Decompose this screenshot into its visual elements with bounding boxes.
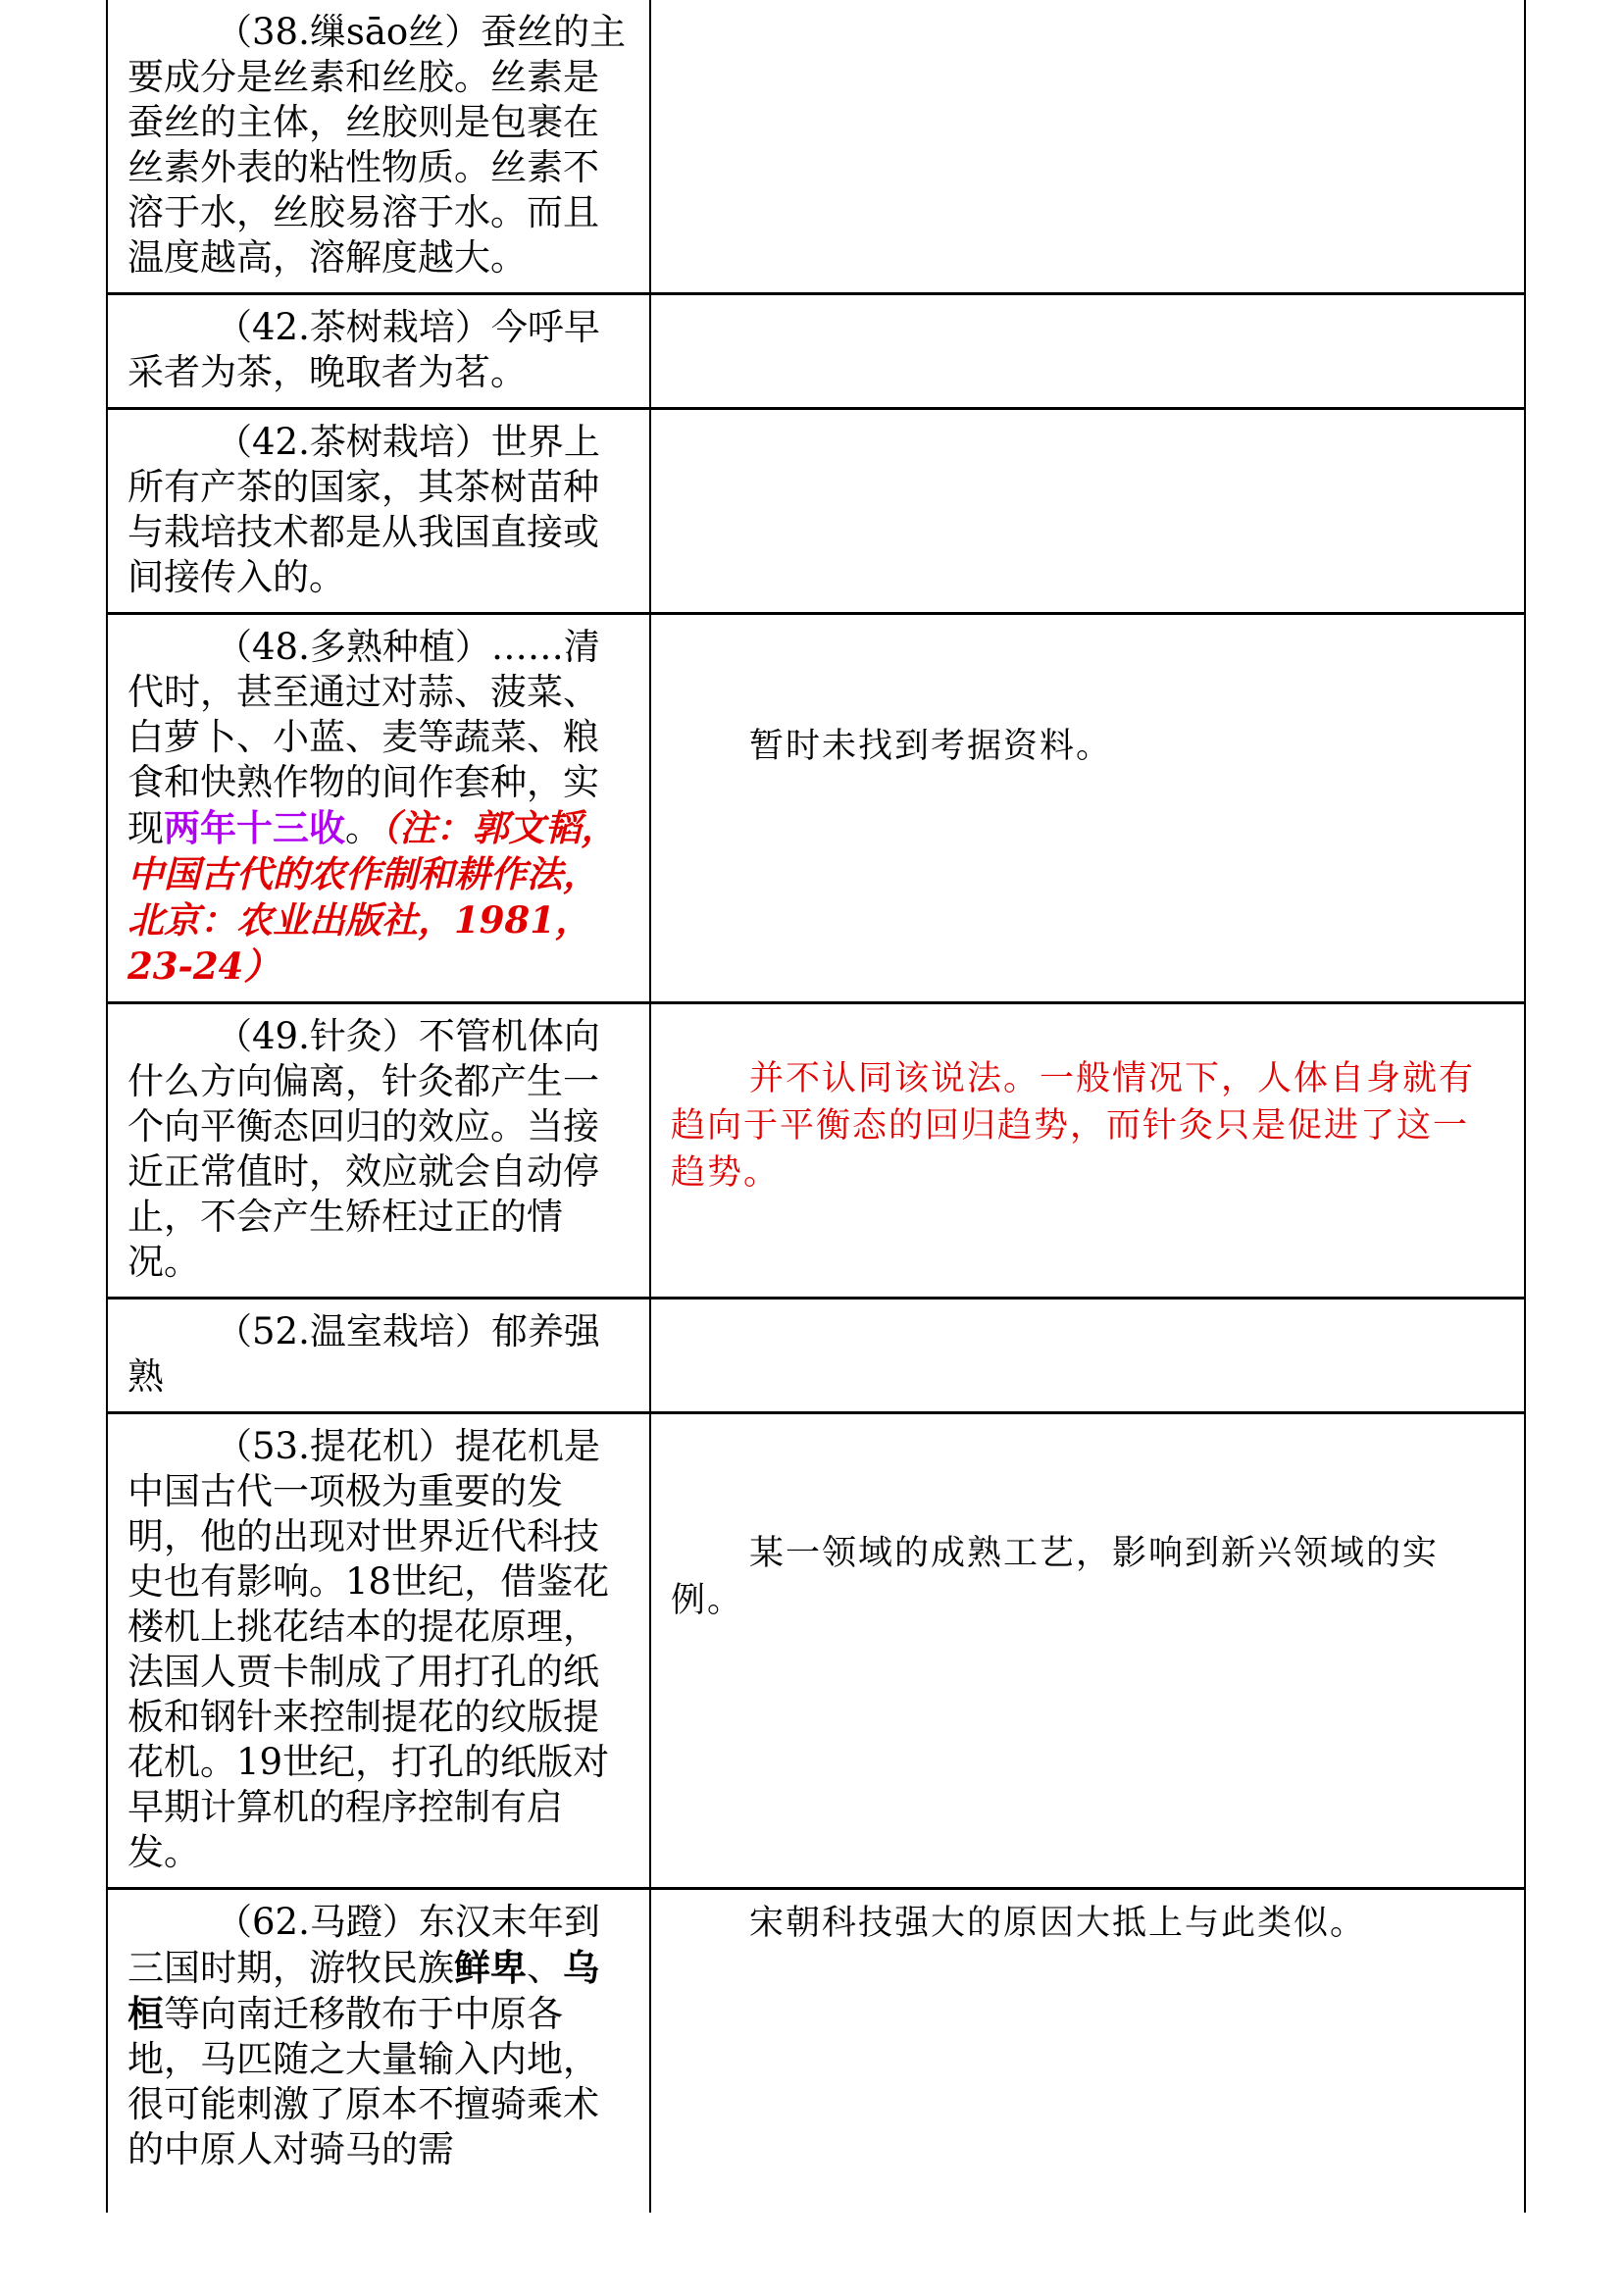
quote-text: （48.多熟种植）……清代时，甚至通过对蒜、菠菜、白萝卜、小蓝、麦等蔬菜、粮食和快熟作物的间作套种，实现两年十三收。（注：郭文韬，中国古代的农作制和耕作法，北京：农业出版社，1981，23-24） bbox=[127, 626, 618, 988]
quote-text: （52.温室栽培）郁养强熟 bbox=[127, 1310, 600, 1398]
comment-cell bbox=[650, 1003, 1525, 1299]
comment-cell bbox=[650, 409, 1525, 614]
quote-text: （53.提花机）提花机是中国古代一项极为重要的发明，他的出现对世界近代科技史也有影响。18世纪，借鉴花楼机上挑花结本的提花原理，法国人贾卡制成了用打孔的纸板和钢针来控制提花的纹版提花机。19世纪，打孔的纸版对早期计算机的程序控制有启发。 bbox=[127, 1425, 610, 1873]
table-row bbox=[107, 1413, 1525, 1889]
quote-cell bbox=[107, 1413, 650, 1889]
comment-text bbox=[651, 1300, 1524, 1319]
highlight-text: 两年十三收 bbox=[164, 806, 345, 849]
quote-cell bbox=[107, 409, 650, 614]
quote-text: （49.针灸）不管机体向什么方向偏离，针灸都产生一个向平衡态回归的效应。当接近正常值时，效应就会自动停止，不会产生矫枉过正的情况。 bbox=[127, 1015, 600, 1283]
comment-text: 暂时未找到考据资料。 bbox=[749, 727, 1113, 766]
table-row bbox=[107, 614, 1525, 1003]
quote-cell bbox=[107, 1889, 650, 2213]
quote-text: （62.马蹬）东汉末年到三国时期，游牧民族鲜卑、乌桓等向南迁移散布于中原各地，马匹随之大量输入内地，很可能刺激了原本不擅骑乘术的中原人对骑马的需 bbox=[127, 1901, 600, 2170]
comment-text: 宋朝科技强大的原因大抵上与此类似。 bbox=[749, 1904, 1367, 1943]
comment-cell bbox=[650, 614, 1525, 1003]
comment-text bbox=[651, 0, 1524, 20]
comment-cell bbox=[650, 1889, 1525, 2213]
comment-cell bbox=[650, 1299, 1525, 1413]
bold-term: 鲜卑 bbox=[454, 1946, 527, 1989]
table-row bbox=[107, 294, 1525, 409]
comment-cell bbox=[650, 294, 1525, 409]
comment-text bbox=[651, 295, 1524, 315]
table-row bbox=[107, 1003, 1525, 1299]
table-row bbox=[107, 1889, 1525, 2213]
comment-text bbox=[651, 410, 1524, 430]
quote-cell bbox=[107, 614, 650, 1003]
comment-text: 某一领域的成熟工艺，影响到新兴领域的实例。 bbox=[671, 1534, 1440, 1620]
quote-cell bbox=[107, 294, 650, 409]
table-row bbox=[107, 0, 1525, 294]
annotation-table bbox=[106, 0, 1526, 2213]
quote-text: （42.茶树栽培）今呼早采者为茶，晚取者为茗。 bbox=[127, 306, 600, 393]
comment-text: 并不认同该说法。一般情况下，人体自身就有趋向于平衡态的回归趋势，而针灸只是促进了这一趋势。 bbox=[671, 1059, 1476, 1193]
table-row bbox=[107, 409, 1525, 614]
quote-cell bbox=[107, 1003, 650, 1299]
quote-text: （38.缫sāo丝）蚕丝的主要成分是丝素和丝胶。丝素是蚕丝的主体，丝胶则是包裹在丝素外表的粘性物质。丝素不溶于水，丝胶易溶于水。而且温度越高，溶解度越大。 bbox=[127, 11, 627, 279]
comment-cell bbox=[650, 0, 1525, 294]
table-row bbox=[107, 1299, 1525, 1413]
quote-cell bbox=[107, 0, 650, 294]
quote-text: （42.茶树栽培）世界上所有产茶的国家，其茶树苗种与栽培技术都是从我国直接或间接传入的。 bbox=[127, 421, 600, 598]
quote-cell bbox=[107, 1299, 650, 1413]
comment-cell bbox=[650, 1413, 1525, 1889]
bold-term: 乌桓 bbox=[127, 1946, 599, 2035]
citation-note: （注：郭文韬，中国古代的农作制和耕作法，北京：农业出版社，1981，23-24） bbox=[127, 806, 618, 988]
